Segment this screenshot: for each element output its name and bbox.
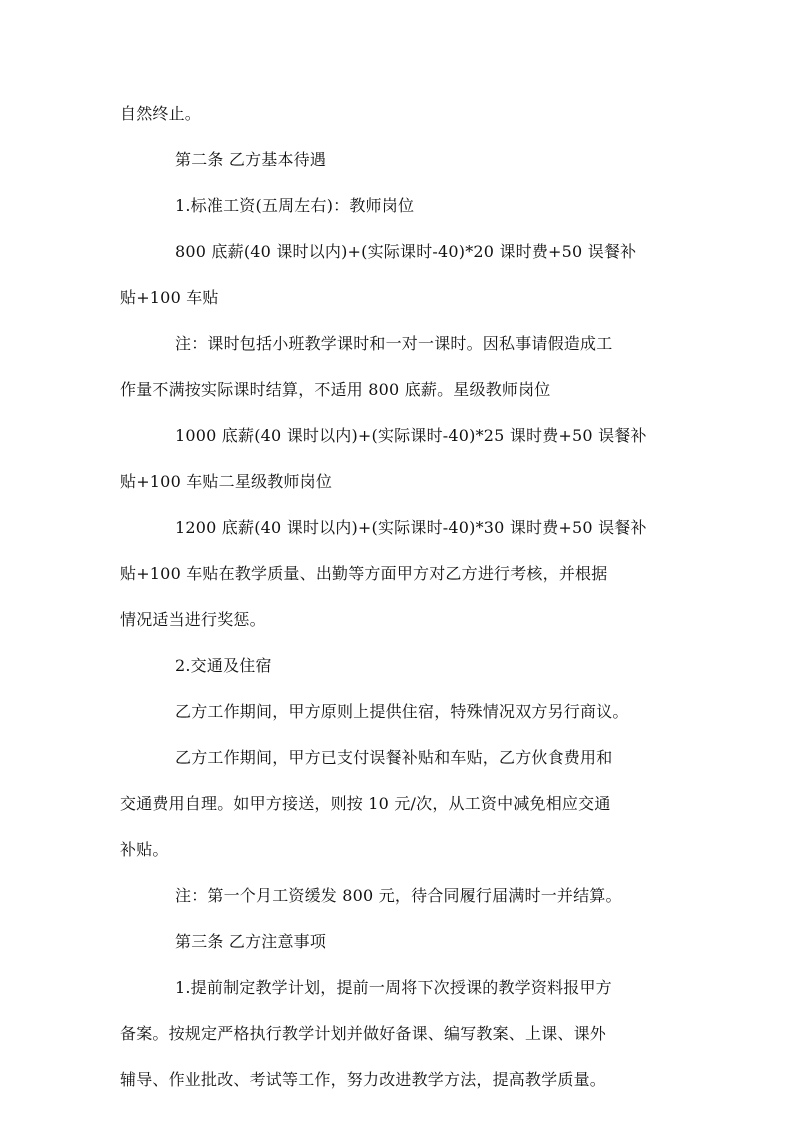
section-heading-article-2: 第二条 乙方基本待遇 [175,150,327,169]
text-line-ending-clause: 自然终止。 [120,104,202,123]
subsection-transport-housing: 2.交通及住宿 [175,656,272,675]
text-line-teacher-salary-cont: 贴+100 车贴 [120,288,219,307]
text-line-housing: 乙方工作期间，甲方原则上提供住宿，特殊情况双方另行商议。 [175,702,629,721]
text-line-star-teacher-salary-cont: 贴+100 车贴二星级教师岗位 [120,472,333,491]
note-class-hours: 注：课时包括小班教学课时和一对一课时。因私事请假造成工 [175,334,613,353]
text-line-assessment: 贴+100 车贴在教学质量、出勤等方面甲方对乙方进行考核，并根据 [120,564,608,583]
note-class-hours-cont: 作量不满按实际课时结算，不适用 800 底薪。星级教师岗位 [120,380,551,399]
text-line-subsidy: 补贴。 [120,840,169,859]
text-line-teaching-plan-end: 辅导、作业批改、考试等工作，努力改进教学方法，提高教学质量。 [120,1070,607,1089]
text-line-assessment-cont: 情况适当进行奖惩。 [120,610,266,629]
subsection-standard-salary: 1.标准工资(五周左右)：教师岗位 [175,196,415,215]
text-line-teacher-salary: 800 底薪(40 课时以内)+(实际课时-40)*20 课时费+50 误餐补 [175,242,637,261]
text-line-star-teacher-salary: 1000 底薪(40 课时以内)+(实际课时-40)*25 课时费+50 误餐补 [175,426,647,445]
note-first-month-salary: 注：第一个月工资缓发 800 元，待合同履行届满时一并结算。 [175,886,622,905]
text-line-teaching-plan: 1.提前制定教学计划，提前一周将下次授课的教学资料报甲方 [175,978,612,997]
text-line-teaching-plan-cont: 备案。按规定严格执行教学计划并做好备课、编写教案、上课、课外 [120,1024,607,1043]
text-line-meal-transport-cont: 交通费用自理。如甲方接送，则按 10 元/次，从工资中减免相应交通 [120,794,611,813]
section-heading-article-3: 第三条 乙方注意事项 [175,932,327,951]
text-line-two-star-teacher-salary: 1200 底薪(40 课时以内)+(实际课时-40)*30 课时费+50 误餐补 [175,518,647,537]
text-line-meal-transport: 乙方工作期间，甲方已支付误餐补贴和车贴，乙方伙食费用和 [175,748,613,767]
